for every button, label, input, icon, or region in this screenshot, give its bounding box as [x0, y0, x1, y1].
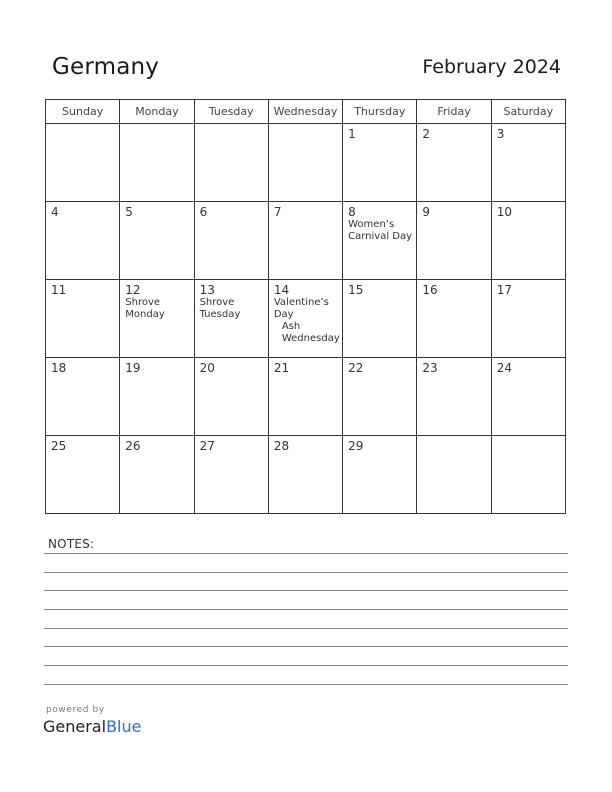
calendar-day-cell	[120, 358, 194, 436]
day-events	[195, 297, 268, 321]
notes-line	[44, 553, 568, 554]
calendar-day-cell	[491, 280, 565, 358]
weekday-header-row	[46, 100, 566, 124]
notes-line	[44, 684, 568, 685]
weekday-saturday: Saturday	[491, 100, 565, 124]
calendar-week-row	[46, 436, 566, 514]
day-number: 20	[199, 361, 215, 375]
day-number: 6	[199, 205, 208, 219]
calendar-day-cell	[268, 436, 342, 514]
calendar-day-cell	[120, 280, 194, 358]
holiday-event: Valentine’s Day	[273, 297, 329, 320]
calendar-week-row	[46, 202, 566, 280]
calendar-day-cell	[417, 124, 491, 202]
day-number: 18	[51, 361, 67, 375]
calendar-grid	[45, 99, 566, 514]
calendar-day-cell	[194, 202, 268, 280]
holiday-event: Shrove Monday	[125, 297, 165, 320]
day-number: 17	[496, 283, 512, 297]
calendar-empty-cell	[268, 124, 342, 202]
day-number: 15	[348, 283, 364, 297]
calendar-day-cell	[46, 358, 120, 436]
day-number: 10	[496, 205, 512, 219]
calendar-day-cell	[194, 358, 268, 436]
day-number: 14	[273, 283, 290, 297]
calendar-day-cell	[343, 202, 417, 280]
day-number: 7	[273, 205, 282, 219]
day-number: 23	[422, 361, 438, 375]
day-number: 8	[348, 205, 356, 219]
notes-line	[44, 628, 568, 629]
calendar-day-cell	[343, 280, 417, 358]
brand-blue: Blue	[106, 717, 142, 736]
day-events	[269, 297, 342, 345]
calendar-day-cell	[194, 436, 268, 514]
holiday-event: Women’s Carnival Day	[348, 219, 413, 242]
calendar-day-cell	[417, 280, 491, 358]
day-number: 22	[348, 361, 364, 375]
day-number: 24	[496, 361, 512, 375]
country-title: Germany	[52, 54, 160, 80]
calendar-empty-cell	[194, 124, 268, 202]
calendar-day-cell	[343, 436, 417, 514]
day-number: 12	[125, 283, 141, 297]
calendar-day-cell	[268, 358, 342, 436]
day-number: 27	[199, 439, 215, 453]
calendar-body	[46, 124, 566, 514]
weekday-wednesday: Wednesday	[268, 100, 342, 124]
weekday-tuesday: Tuesday	[194, 100, 268, 124]
calendar-day-cell	[417, 202, 491, 280]
calendar-week-row	[46, 280, 566, 358]
calendar-day-cell	[194, 280, 268, 358]
generalblue-logo[interactable]	[43, 717, 141, 736]
notes-line	[44, 572, 568, 573]
brand-general: General	[43, 717, 107, 736]
calendar-empty-cell	[491, 436, 565, 514]
calendar-day-cell	[417, 358, 491, 436]
day-number: 9	[422, 205, 431, 219]
day-number: 19	[125, 361, 141, 375]
weekday-thursday: Thursday	[343, 100, 417, 124]
day-number: 25	[51, 439, 67, 453]
calendar-day-cell	[120, 202, 194, 280]
calendar-day-cell	[491, 202, 565, 280]
weekday-friday: Friday	[417, 100, 491, 124]
day-number: 21	[273, 361, 290, 375]
day-number: 4	[51, 205, 59, 219]
day-number: 16	[422, 283, 438, 297]
holiday-event: Ash Wednesday	[281, 321, 340, 344]
day-number: 29	[348, 439, 364, 453]
powered-by-text: powered by	[46, 705, 105, 715]
day-number: 28	[273, 439, 290, 453]
holiday-event: Shrove Tuesday	[199, 297, 241, 320]
notes-line	[44, 665, 568, 666]
calendar-empty-cell	[120, 124, 194, 202]
day-number: 1	[348, 127, 356, 141]
calendar-day-cell	[491, 358, 565, 436]
day-number: 11	[51, 283, 67, 297]
calendar-week-row	[46, 124, 566, 202]
day-number: 5	[125, 205, 133, 219]
day-number: 26	[125, 439, 141, 453]
calendar-day-cell	[268, 202, 342, 280]
calendar-day-cell	[120, 436, 194, 514]
calendar-day-cell	[46, 202, 120, 280]
month-year-title: February 2024	[422, 56, 561, 78]
calendar-day-cell	[343, 124, 417, 202]
calendar-day-cell	[46, 280, 120, 358]
day-number: 3	[496, 127, 505, 141]
day-events	[343, 219, 416, 243]
notes-line	[44, 609, 568, 610]
calendar-day-cell	[491, 124, 565, 202]
day-events	[120, 297, 193, 321]
weekday-sunday: Sunday	[46, 100, 120, 124]
calendar-day-cell	[343, 358, 417, 436]
weekday-monday: Monday	[120, 100, 194, 124]
calendar-empty-cell	[417, 436, 491, 514]
day-number: 13	[199, 283, 215, 297]
calendar-day-cell	[46, 436, 120, 514]
calendar-day-cell	[268, 280, 342, 358]
calendar-empty-cell	[46, 124, 120, 202]
notes-label: NOTES:	[48, 537, 95, 551]
notes-line	[44, 590, 568, 591]
notes-line	[44, 646, 568, 647]
calendar-week-row	[46, 358, 566, 436]
day-number: 2	[422, 127, 431, 141]
